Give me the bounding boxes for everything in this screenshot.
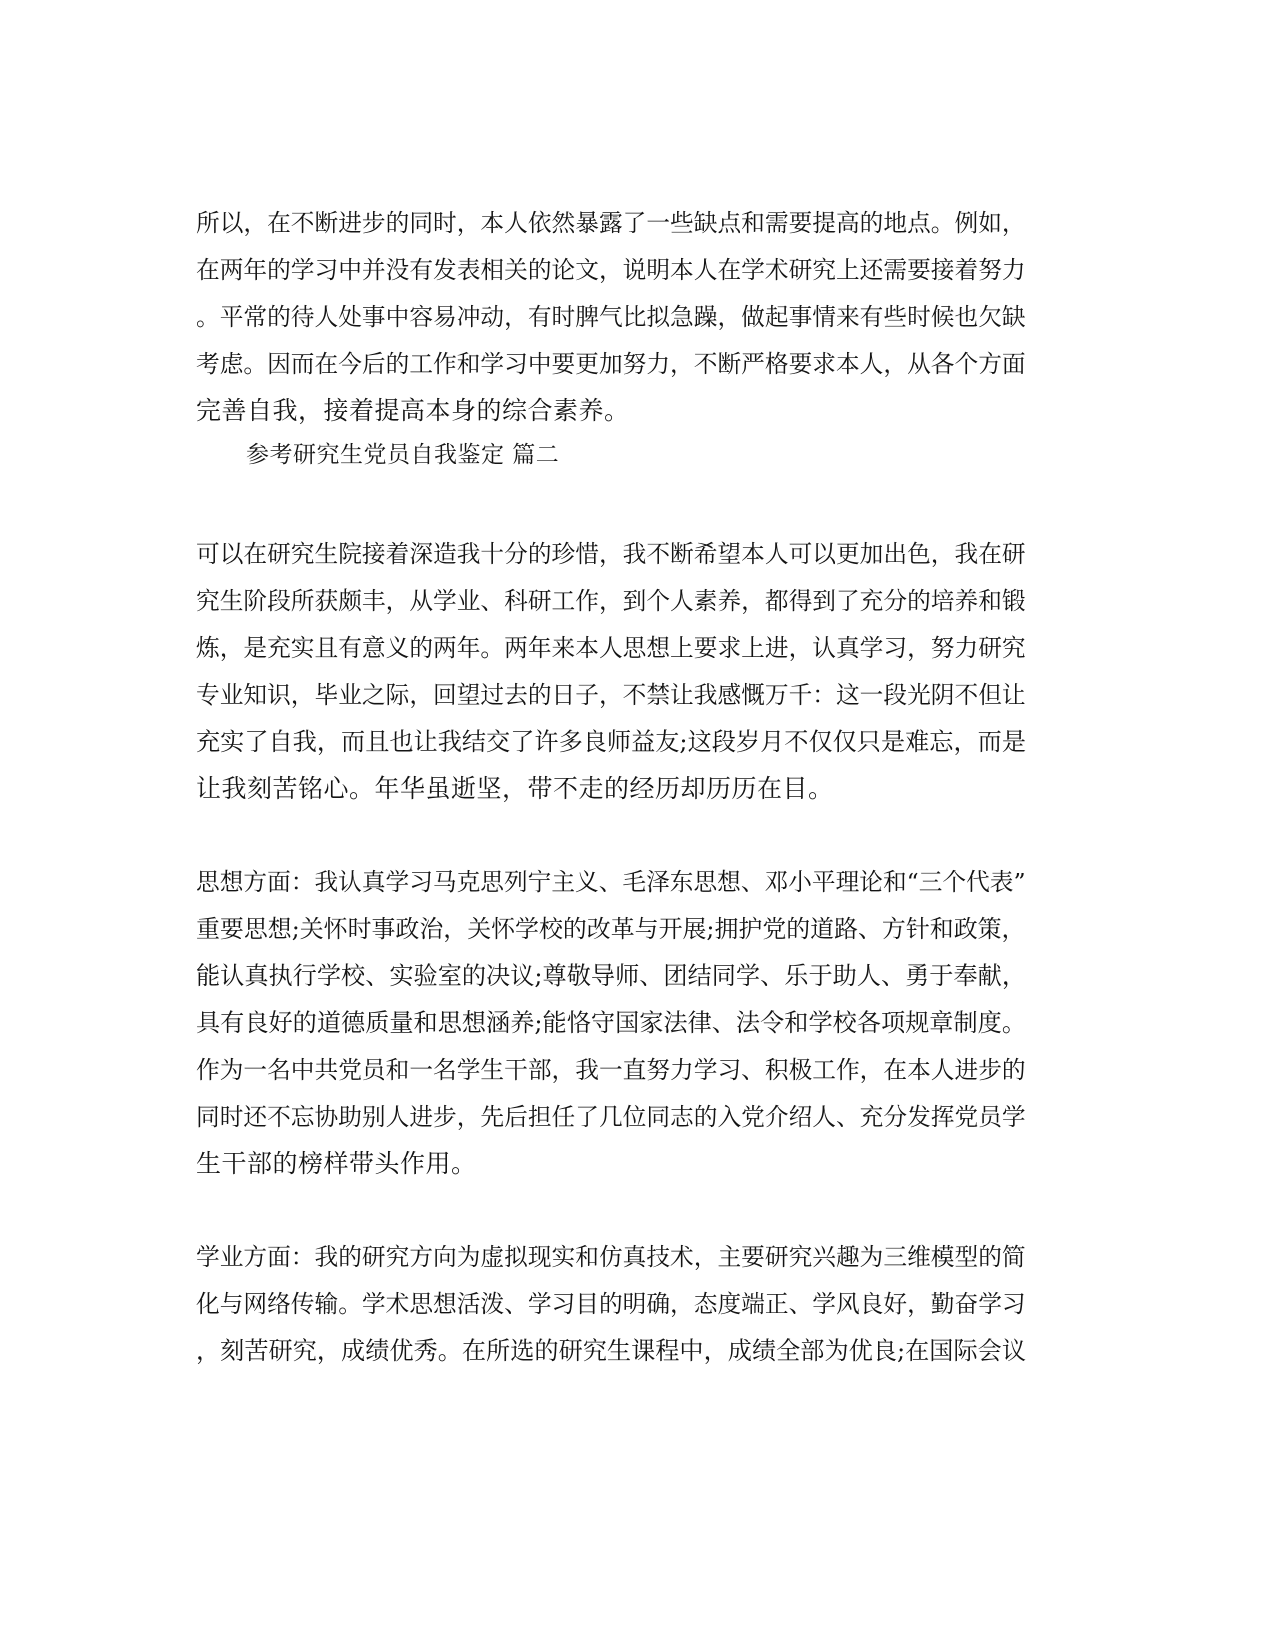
section-heading: 参考研究生党员自我鉴定 篇二 (246, 442, 560, 468)
text-line: 。平常的待人处事中容易冲动，有时脾气比拟急躁，做起事情来有些时候也欠缺 (196, 303, 1026, 331)
text-line: 所以，在不断进步的同时，本人依然暴露了一些缺点和需要提高的地点。例如， (196, 209, 1026, 237)
text-line: ，刻苦研究，成绩优秀。在所选的研究生课程中，成绩全部为优良;在国际会议 (196, 1337, 1026, 1365)
text-line: 让我刻苦铭心。年华虽逝坚，带不走的经历却历历在目。 (196, 774, 834, 803)
text-line: 充实了自我，而且也让我结交了许多良师益友;这段岁月不仅仅只是难忘，而是 (196, 728, 1026, 756)
text-line: 能认真执行学校、实验室的决议;尊敬导师、团结同学、乐于助人、勇于奉献， (196, 962, 1026, 990)
text-line: 化与网络传输。学术思想活泼、学习目的明确，态度端正、学风良好，勤奋学习 (196, 1290, 1026, 1318)
text-line: 炼，是充实且有意义的两年。两年来本人思想上要求上进，认真学习，努力研究 (196, 634, 1026, 662)
text-line: 生干部的榜样带头作用。 (196, 1149, 477, 1178)
text-line: 同时还不忘协助别人进步，先后担任了几位同志的入党介绍人、充分发挥党员学 (196, 1103, 1026, 1131)
text-line: 在两年的学习中并没有发表相关的论文，说明本人在学术研究上还需要接着努力 (196, 256, 1026, 284)
text-line: 专业知识，毕业之际，回望过去的日子，不禁让我感慨万千：这一段光阴不但让 (196, 681, 1026, 709)
text-line: 究生阶段所获颇丰，从学业、科研工作，到个人素养，都得到了充分的培养和锻 (196, 587, 1026, 615)
text-line: 考虑。因而在今后的工作和学习中要更加努力，不断严格要求本人，从各个方面 (196, 350, 1026, 378)
text-line: 思想方面：我认真学习马克思列宁主义、毛泽东思想、邓小平理论和“三个代表” (196, 868, 1026, 896)
text-line: 可以在研究生院接着深造我十分的珍惜，我不断希望本人可以更加出色，我在研 (196, 540, 1026, 568)
text-line: 重要思想;关怀时事政治，关怀学校的改革与开展;拥护党的道路、方针和政策， (196, 915, 1026, 943)
text-line: 作为一名中共党员和一名学生干部，我一直努力学习、积极工作，在本人进步的 (196, 1056, 1026, 1084)
text-line: 具有良好的道德质量和思想涵养;能恪守国家法律、法令和学校各项规章制度。 (196, 1009, 1026, 1037)
text-line: 学业方面：我的研究方向为虚拟现实和仿真技术，主要研究兴趣为三维模型的简 (196, 1243, 1026, 1271)
text-line: 完善自我，接着提高本身的综合素养。 (196, 396, 630, 425)
